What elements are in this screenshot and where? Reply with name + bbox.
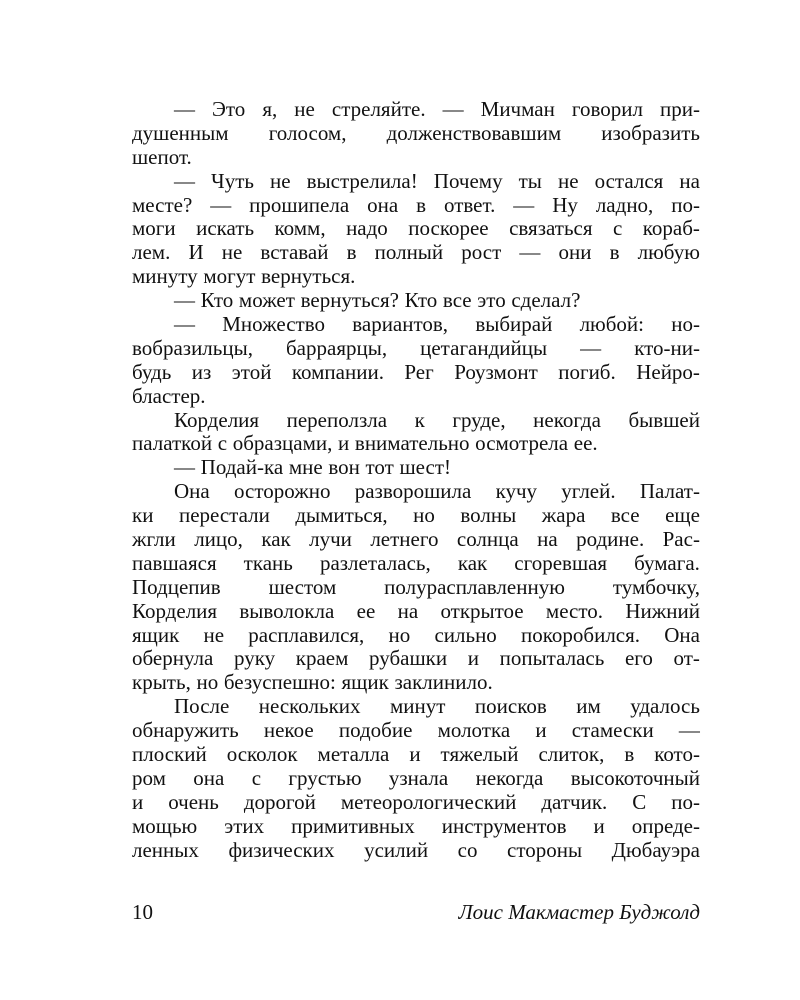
word: при- xyxy=(659,97,700,121)
word: минут xyxy=(389,694,446,719)
word: не xyxy=(203,622,225,647)
text-line xyxy=(132,647,700,671)
word: заклинило. xyxy=(394,670,493,695)
word: все xyxy=(610,503,640,528)
word: изобразить xyxy=(601,120,700,145)
word: вернуться. xyxy=(261,264,356,289)
word: я, xyxy=(262,97,278,121)
word: переползла xyxy=(286,407,388,432)
word: — xyxy=(513,192,535,217)
word: будь xyxy=(132,359,172,384)
word: — xyxy=(174,168,195,193)
word: — xyxy=(519,240,541,265)
word: дорогой xyxy=(243,789,316,814)
word: расплавился, xyxy=(248,622,365,647)
text-line xyxy=(132,695,700,719)
word: полный xyxy=(374,240,444,265)
word: грустью xyxy=(288,765,362,790)
word: вон xyxy=(328,455,360,480)
text-line xyxy=(132,409,700,433)
word: метеорологический xyxy=(340,789,517,814)
body-text xyxy=(132,98,700,863)
word: по- xyxy=(671,192,700,217)
word: им xyxy=(576,694,601,719)
word: с xyxy=(251,765,262,790)
word: рубашки xyxy=(369,646,448,671)
word: и xyxy=(593,813,605,838)
word: палаткой xyxy=(132,431,213,456)
word: этой xyxy=(231,359,272,384)
text-line xyxy=(132,170,700,194)
word: Она xyxy=(174,479,210,504)
word: Мичман xyxy=(480,97,555,121)
word: — xyxy=(174,288,195,313)
word: открытое xyxy=(440,598,524,623)
word: Корделия xyxy=(132,598,218,623)
word: выбирай xyxy=(475,312,553,337)
word: Кто xyxy=(200,288,234,313)
word: как xyxy=(261,527,291,552)
word: цетагандийцы xyxy=(420,335,548,360)
word: но xyxy=(413,503,435,528)
word: и xyxy=(338,431,350,456)
text-line xyxy=(132,289,700,313)
word: надо xyxy=(346,216,388,241)
word: осколок xyxy=(226,742,298,767)
word: по- xyxy=(671,789,700,814)
word: Рас- xyxy=(662,527,700,552)
word: погиб. xyxy=(558,359,616,384)
word: Подцепив xyxy=(132,574,221,599)
word: искать xyxy=(196,216,255,241)
word: — xyxy=(174,97,195,121)
word: лицо, xyxy=(194,527,243,552)
word: перестали xyxy=(178,503,270,528)
word: руку xyxy=(233,646,276,671)
word: бластер. xyxy=(132,383,206,408)
word: на xyxy=(537,527,558,552)
word: павшаяся xyxy=(132,550,217,575)
word: После xyxy=(174,694,230,719)
word: в xyxy=(624,742,635,767)
word: физических xyxy=(228,837,335,862)
word: Роузмонт xyxy=(454,359,538,384)
word: И xyxy=(188,240,204,265)
word: — xyxy=(580,335,602,360)
text-line xyxy=(132,146,700,170)
word: — xyxy=(678,718,700,743)
word: родине. xyxy=(576,527,645,552)
word: Это xyxy=(212,97,246,121)
text-line xyxy=(132,600,700,624)
word: ки xyxy=(132,503,154,528)
word: стороны xyxy=(507,837,583,862)
word: этих xyxy=(224,813,265,838)
word: ткань xyxy=(243,550,293,575)
word: Кто xyxy=(404,288,438,313)
word: прошипела xyxy=(249,192,350,217)
text-line xyxy=(132,122,700,146)
word: минуту xyxy=(132,264,198,289)
text-line xyxy=(132,791,700,815)
word: разлеталась, xyxy=(319,550,431,575)
word: вобразильцы, xyxy=(132,335,253,360)
word: некогда xyxy=(533,407,601,432)
word: на xyxy=(397,598,419,623)
word: тот xyxy=(365,455,394,480)
word: выстрелила! xyxy=(306,168,418,193)
word: Почему xyxy=(433,168,503,193)
word: это xyxy=(477,288,506,313)
word: сильно xyxy=(434,622,497,647)
word: плоский xyxy=(132,742,207,767)
word: может xyxy=(238,288,295,313)
word: вернуться? xyxy=(300,288,399,313)
text-line xyxy=(132,480,700,504)
word: сгоревшая xyxy=(514,550,608,575)
running-footer-author: Лоис Макмастер Буджолд xyxy=(458,900,700,924)
word: все xyxy=(442,288,472,313)
text-line xyxy=(132,671,700,695)
word: кто-ни- xyxy=(634,335,700,360)
word: мощью xyxy=(132,813,198,838)
word: молотка xyxy=(437,718,511,743)
word: шестом xyxy=(268,574,337,599)
text-line xyxy=(132,265,700,289)
text-line xyxy=(132,194,700,218)
word: кораб- xyxy=(642,216,700,241)
word: в xyxy=(609,240,620,265)
word: долженствовавшим xyxy=(386,120,562,145)
word: некогда xyxy=(475,765,544,790)
word: — xyxy=(210,192,232,217)
word: волны xyxy=(460,503,517,528)
word: жгли xyxy=(132,527,176,552)
word: в xyxy=(346,240,357,265)
word: из xyxy=(191,359,212,384)
word: к xyxy=(414,407,425,432)
text-line xyxy=(132,576,700,600)
word: место. xyxy=(545,598,604,623)
word: высокоточный xyxy=(570,765,700,790)
word: связаться xyxy=(509,216,593,241)
word: стреляйте. xyxy=(331,97,426,121)
text-line xyxy=(132,624,700,648)
word: С xyxy=(632,789,647,814)
word: Рег xyxy=(404,359,434,384)
word: кото- xyxy=(654,742,700,767)
word: металла xyxy=(317,742,390,767)
word: от- xyxy=(673,646,700,671)
word: Подай-ка xyxy=(200,455,284,480)
word: стамески xyxy=(571,718,654,743)
text-line xyxy=(132,337,700,361)
word: образцами, xyxy=(232,431,333,456)
text-line xyxy=(132,743,700,767)
word: Чуть xyxy=(211,168,254,193)
text-line xyxy=(132,839,700,863)
text-line xyxy=(132,528,700,552)
word: Она xyxy=(664,622,700,647)
word: Ну xyxy=(552,192,578,217)
word: узнала xyxy=(388,765,449,790)
word: ящик xyxy=(132,622,180,647)
word: комм, xyxy=(274,216,326,241)
word: она xyxy=(367,192,399,217)
word: рост xyxy=(461,240,502,265)
word: мне xyxy=(288,455,323,480)
word: сделал? xyxy=(511,288,581,313)
word: не xyxy=(270,168,291,193)
word: ответ. xyxy=(443,192,496,217)
word: краем xyxy=(295,646,349,671)
word: ленных xyxy=(132,837,199,862)
text-line xyxy=(132,719,700,743)
word: со xyxy=(457,837,478,862)
word: подобие xyxy=(338,718,413,743)
text-line xyxy=(132,313,700,337)
word: Множество xyxy=(222,312,325,337)
word: и xyxy=(535,718,547,743)
word: груде, xyxy=(452,407,506,432)
word: говорил xyxy=(571,97,643,121)
word: Дюбауэра xyxy=(611,837,700,862)
text-line xyxy=(132,767,700,791)
word: датчик. xyxy=(541,789,608,814)
word: ладно, xyxy=(595,192,654,217)
text-line xyxy=(132,241,700,265)
word: поисков xyxy=(474,694,547,719)
word: летнего xyxy=(370,527,439,552)
word: и xyxy=(132,789,144,814)
word: инструментов xyxy=(441,813,567,838)
word: не xyxy=(294,97,315,121)
word: Палат- xyxy=(639,479,700,504)
word: ром xyxy=(132,765,166,790)
word: обернула xyxy=(132,646,214,671)
word: тяжелый xyxy=(440,742,519,767)
word: ящик xyxy=(341,670,389,695)
word: в xyxy=(416,192,427,217)
text-line xyxy=(132,504,700,528)
word: любую xyxy=(637,240,700,265)
word: могут xyxy=(203,264,256,289)
word: моги xyxy=(132,216,176,241)
word: очень xyxy=(168,789,219,814)
word: примитивных xyxy=(291,813,415,838)
word: осмотрела xyxy=(475,431,569,456)
word: на xyxy=(679,168,700,193)
word: жара xyxy=(541,503,586,528)
word: безуспешно: xyxy=(223,670,336,695)
word: но- xyxy=(671,312,700,337)
word: остался xyxy=(594,168,664,193)
word: выволокла xyxy=(239,598,335,623)
word: осторожно xyxy=(233,479,331,504)
word: любой: xyxy=(579,312,645,337)
page-footer xyxy=(132,898,700,926)
word: лучи xyxy=(309,527,352,552)
word: компании. xyxy=(291,359,384,384)
word: — xyxy=(442,97,464,121)
word: душенным xyxy=(132,120,229,145)
word: ты xyxy=(518,168,542,193)
word: его xyxy=(624,646,653,671)
word: разворошила xyxy=(354,479,472,504)
word: еще xyxy=(665,503,700,528)
word: тумбочку, xyxy=(612,574,700,599)
word: месте? xyxy=(132,192,193,217)
text-line xyxy=(132,552,700,576)
word: некое xyxy=(263,718,314,743)
word: покоробился. xyxy=(521,622,641,647)
word: слиток, xyxy=(538,742,605,767)
word: не xyxy=(557,168,579,193)
word: не xyxy=(221,240,243,265)
word: голосом, xyxy=(268,120,347,145)
word: кучу xyxy=(495,479,538,504)
word: дымиться, xyxy=(295,503,388,528)
word: — xyxy=(174,455,195,480)
word: солнца xyxy=(456,527,519,552)
word: поскорее xyxy=(408,216,489,241)
text-line xyxy=(132,815,700,839)
word: полурасплавленную xyxy=(384,574,565,599)
text-line xyxy=(132,98,700,122)
word: углей. xyxy=(561,479,616,504)
word: с xyxy=(217,431,228,456)
word: нескольких xyxy=(258,694,361,719)
word: но xyxy=(388,622,411,647)
word: но xyxy=(196,670,219,695)
text-line xyxy=(132,432,700,456)
word: лем. xyxy=(132,240,171,265)
word: она xyxy=(193,765,225,790)
text-line xyxy=(132,456,700,480)
word: удалось xyxy=(630,694,700,719)
word: — xyxy=(174,312,195,337)
word: ее xyxy=(356,598,376,623)
word: крыть, xyxy=(132,670,191,695)
word: и xyxy=(467,646,479,671)
word: внимательно xyxy=(354,431,470,456)
word: как xyxy=(457,550,488,575)
word: с xyxy=(612,216,623,241)
word: и xyxy=(409,742,421,767)
text-line xyxy=(132,385,700,409)
text-line xyxy=(132,361,700,385)
word: усилий xyxy=(364,837,429,862)
word: Нижний xyxy=(625,598,700,623)
word: барраярцы, xyxy=(286,335,388,360)
word: Корделия xyxy=(174,407,260,432)
word: шест! xyxy=(399,455,451,480)
word: обнаружить xyxy=(132,718,239,743)
word: вариантов, xyxy=(352,312,449,337)
word: они xyxy=(558,240,592,265)
word: бумага. xyxy=(634,550,700,575)
word: бывшей xyxy=(628,407,700,432)
word: опреде- xyxy=(631,813,700,838)
text-line xyxy=(132,217,700,241)
word: шепот. xyxy=(132,144,192,169)
word: Нейро- xyxy=(636,359,700,384)
word: попыталась xyxy=(499,646,605,671)
word: вставай xyxy=(260,240,329,265)
page-number: 10 xyxy=(132,900,153,924)
word: ее. xyxy=(573,431,598,456)
